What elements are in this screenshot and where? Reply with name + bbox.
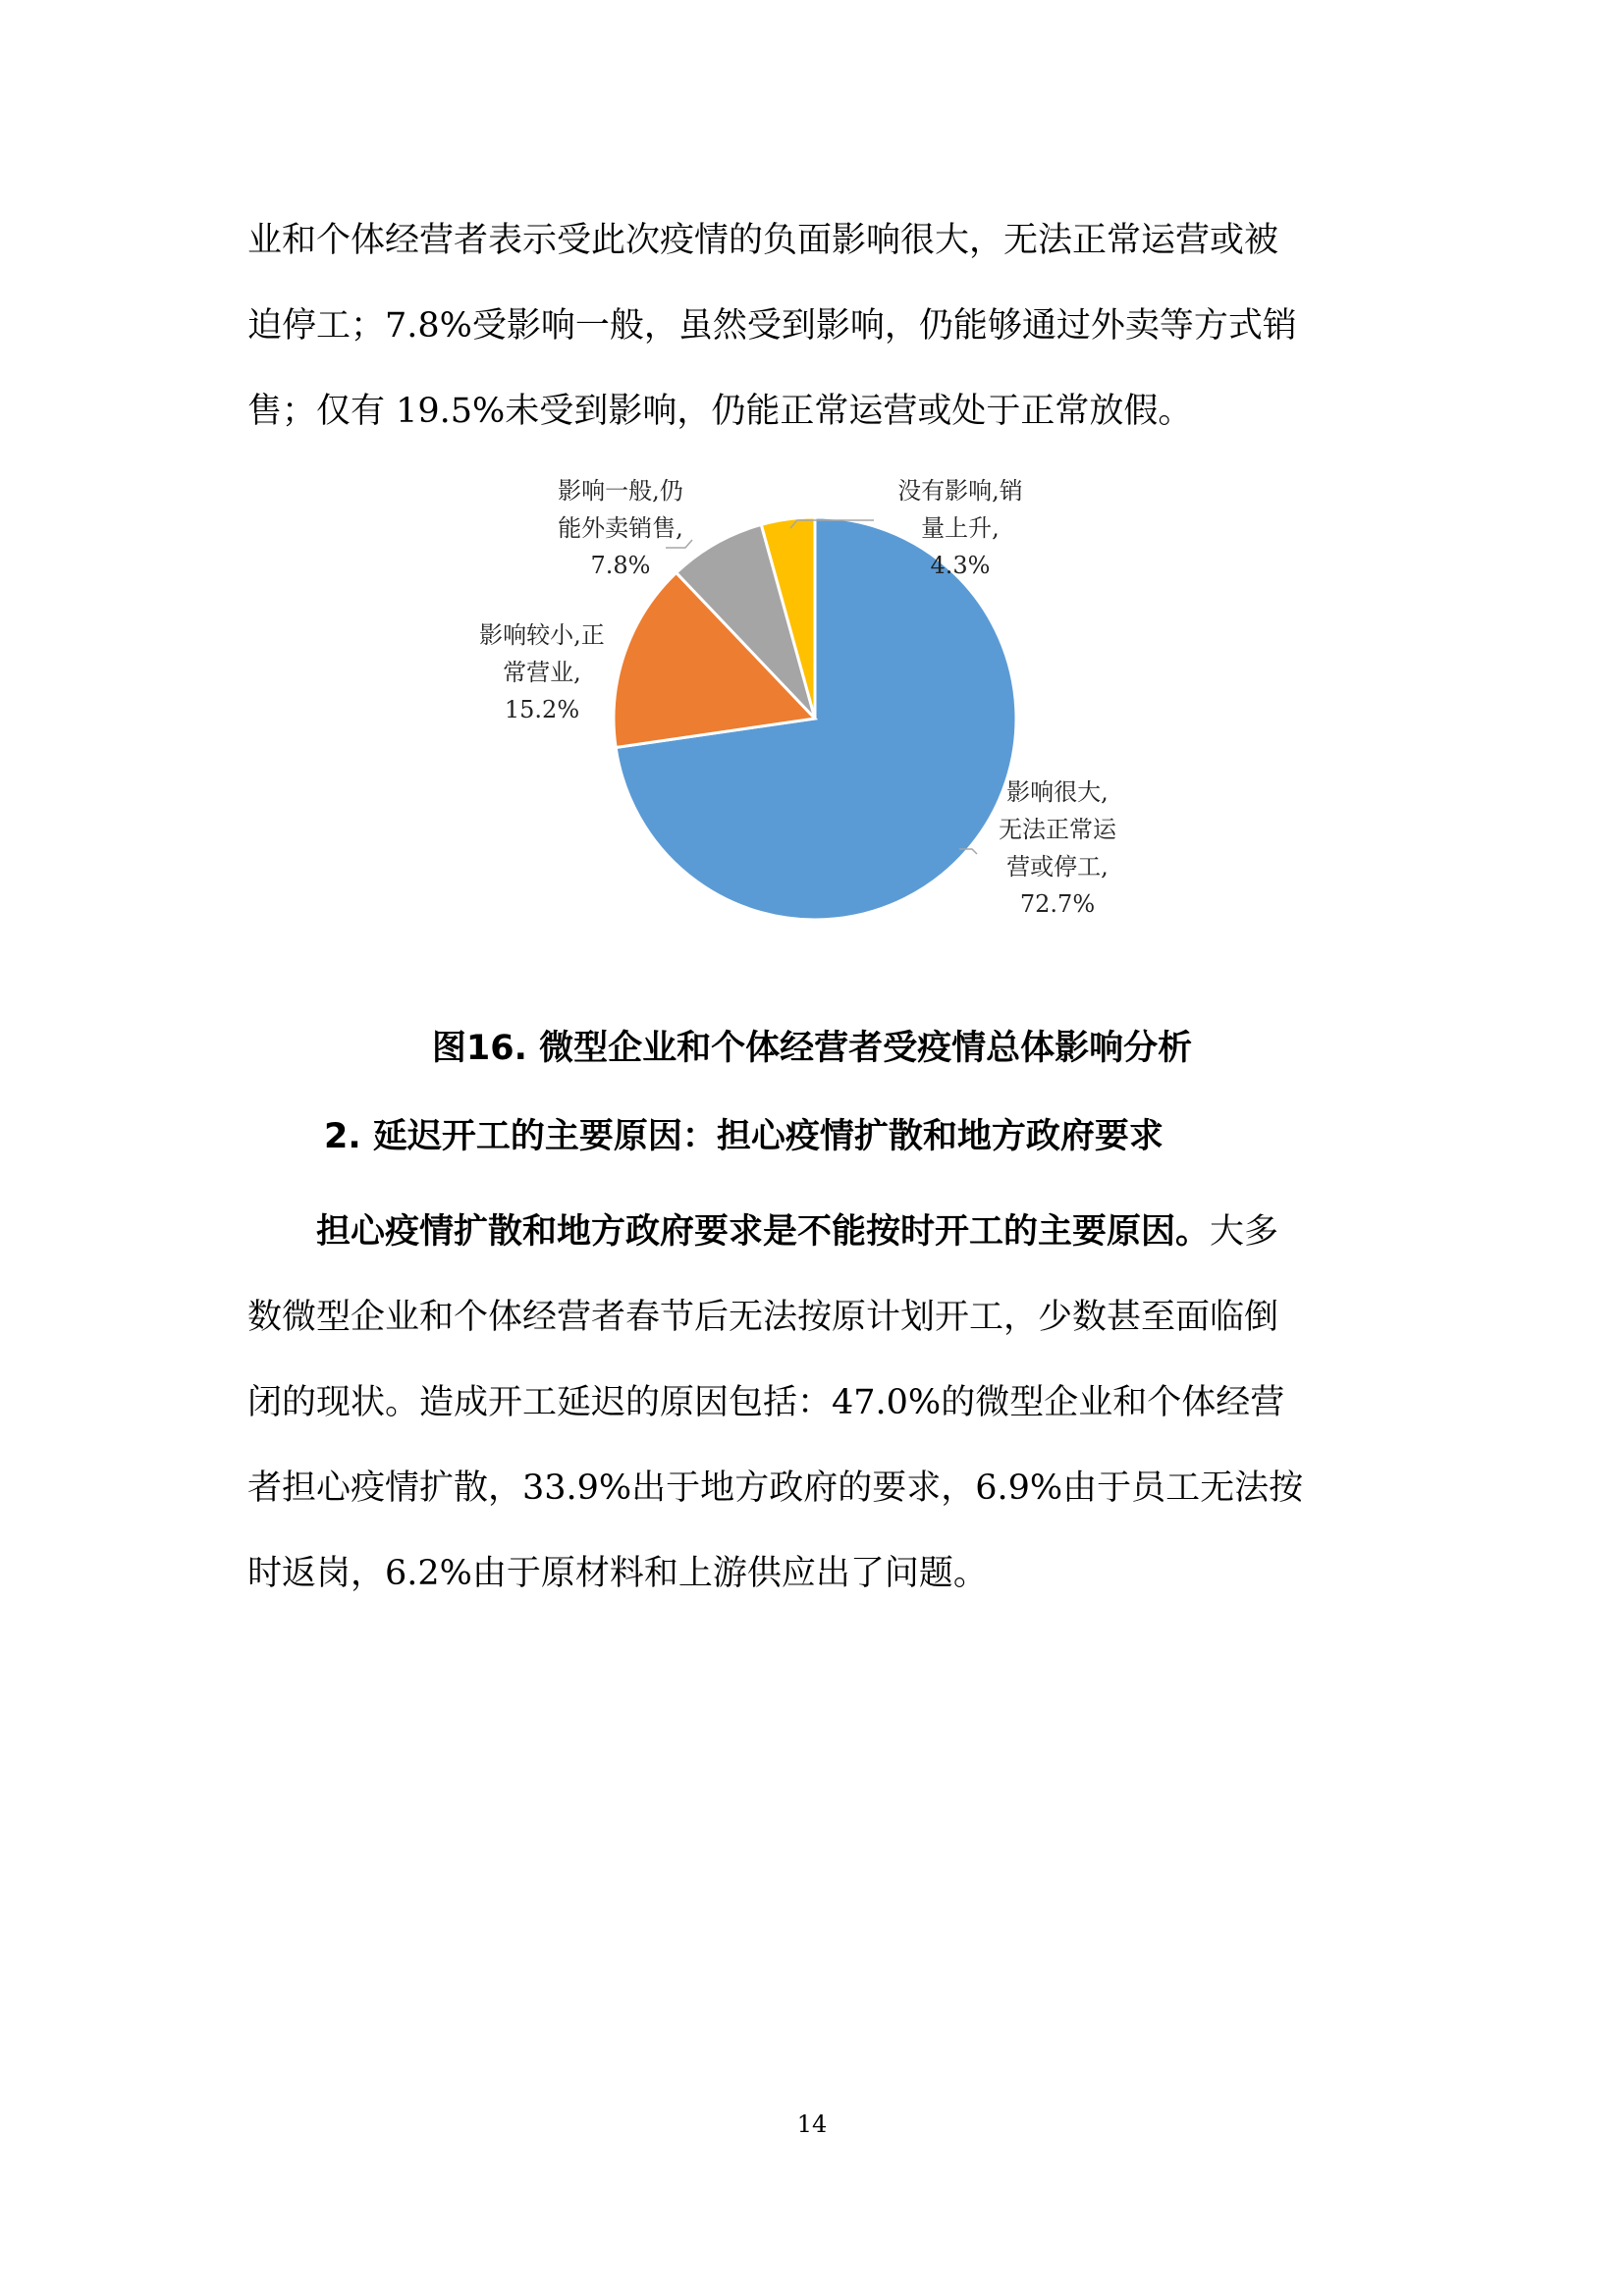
intro-paragraph [247,198,1386,454]
impact-pie-chart [412,461,1218,1011]
label-big-line3: 营或停工, [1006,853,1109,881]
paragraph-line: 者担心疫情扩散，33.9%出于地方政府的要求，6.9%由于员工无法按 [247,1468,1304,1508]
label-general-line2: 能外卖销售, [558,514,683,542]
label-general-line1: 影响一般,仍 [558,477,683,505]
label-general-value: 7.8% [590,552,651,579]
paragraph-line: 业和个体经营者表示受此次疫情的负面影响很大，无法正常运营或被 [247,221,1279,260]
label-small-line1: 影响较小,正 [479,621,605,649]
label-none-line1: 没有影响,销 [897,477,1023,505]
paragraph-line: 迫停工；7.8%受影响一般，虽然受到影响，仍能够通过外卖等方式销 [247,306,1297,346]
paragraph-line: 时返岗，6.2%由于原材料和上游供应出了问题。 [247,1554,988,1593]
label-big-line1: 影响很大, [1006,778,1109,806]
label-big-line2: 无法正常运 [999,816,1116,843]
paragraph-first-line [247,1190,1386,1275]
reasons-paragraph [247,1190,1386,1617]
label-none-value: 4.3% [930,552,991,579]
label-big-value: 72.7% [1019,890,1096,918]
bold-lead-sentence: 担心疫情扩散和地方政府要求是不能按时开工的主要原因。 [316,1212,1211,1252]
paragraph-line: 数微型企业和个体经营者春节后无法按原计划开工，少数甚至面临倒 [247,1298,1279,1337]
first-line-rest: 大多 [1210,1212,1279,1252]
section-heading: 2. 延迟开工的主要原因：担心疫情扩散和地方政府要求 [324,1117,1164,1156]
paragraph-line: 售；仅有 19.5%未受到影响，仍能正常运营或处于正常放假。 [247,392,1193,431]
label-small-value: 15.2% [504,696,580,723]
figure-caption: 图16. 微型企业和个体经营者受疫情总体影响分析 [431,1029,1193,1068]
pie-chart-svg [412,461,1218,1011]
page-number: 14 [796,2110,828,2138]
label-small-line2: 常营业, [503,659,581,686]
label-none-line2: 量上升, [921,514,1000,542]
paragraph-line: 闭的现状。造成开工延迟的原因包括：47.0%的微型企业和个体经营 [247,1383,1285,1422]
